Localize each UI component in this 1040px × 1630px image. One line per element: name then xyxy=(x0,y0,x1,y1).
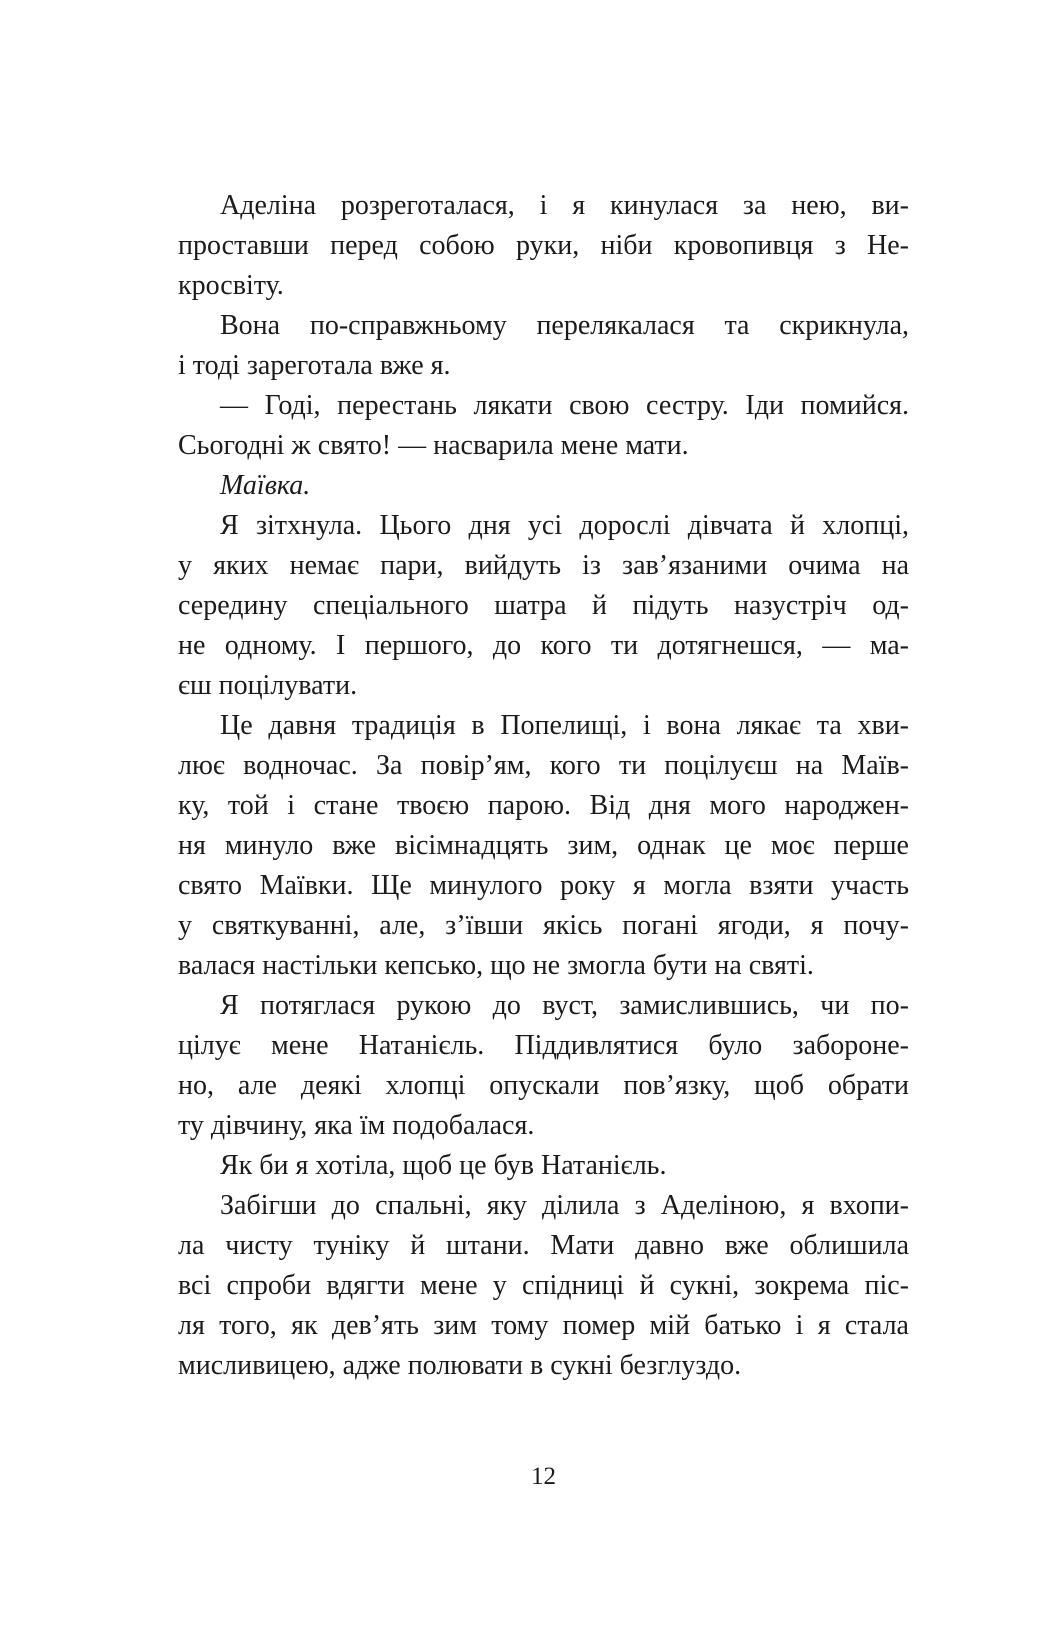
text-line: не одному. І першого, до кого ти дотягнешся, — ма- xyxy=(178,630,909,661)
text-line: у яких немає пари, вийдуть із зав’язаними очима на xyxy=(178,550,909,581)
text-line: Як би я хотіла, щоб це був Натанієль. xyxy=(220,1150,667,1181)
page-number: 12 xyxy=(531,1463,556,1490)
text-line: но, але деякі хлопці опускали пов’язку, щоб обрати xyxy=(178,1070,909,1101)
text-line: і тоді зареготала вже я. xyxy=(178,350,451,381)
text-line: Я потяглася рукою до вуст, замислившись, чи по- xyxy=(220,990,909,1021)
text-line: ку, той і стане твоєю парою. Від дня мого народжен- xyxy=(178,790,909,821)
text-line: мисливицею, адже полювати в сукні безглуздо. xyxy=(178,1350,742,1381)
text-line: свято Маївки. Ще минулого року я могла взяти участь xyxy=(178,870,909,901)
text-line: — Годі, перестань лякати свою сестру. Іди помийся. xyxy=(220,390,909,421)
text-line: Це давня традиція в Попелищі, і вона лякає та хви- xyxy=(220,710,909,741)
text-line: ла чисту туніку й штани. Мати давно вже облишила xyxy=(178,1230,909,1261)
text-line: проставши перед собою руки, ніби кровопивця з Не- xyxy=(178,230,909,261)
text-line: кросвіту. xyxy=(178,270,284,301)
text-line: лює водночас. За повір’ям, кого ти поцілуєш на Маїв- xyxy=(178,750,909,781)
body-text xyxy=(178,186,909,1386)
text-line: Сьогодні ж свято! — насварила мене мати. xyxy=(178,430,689,461)
text-line: Я зітхнула. Цього дня усі дорослі дівчата й хлопці, xyxy=(220,510,909,541)
text-line: Вона по-справжньому перелякалася та скрикнула, xyxy=(220,310,909,341)
text-line: ля того, як дев’ять зим тому помер мій батько і я стала xyxy=(178,1310,909,1341)
text-line: Аделіна розреготалася, і я кинулася за нею, ви- xyxy=(220,190,909,221)
text-line: всі спроби вдягти мене у спідниці й сукні, зокрема піс- xyxy=(178,1270,909,1301)
text-line: у святкуванні, але, з’ївши якісь погані ягоди, я почу- xyxy=(178,910,909,941)
text-line: Маївка. xyxy=(220,470,311,501)
text-line: цілує мене Натанієль. Піддивлятися було забороне- xyxy=(178,1030,909,1061)
text-line: Забігши до спальні, яку ділила з Аделіною, я вхопи- xyxy=(220,1190,909,1221)
text-line: середину спеціального шатра й підуть назустріч од- xyxy=(178,590,909,621)
text-line: валася настільки кепсько, що не змогла бути на святі. xyxy=(178,950,814,981)
text-line: ту дівчину, яка їм подобалася. xyxy=(178,1110,535,1141)
text-line: єш поцілувати. xyxy=(178,670,358,701)
text-line: ня минуло вже вісімнадцять зим, однак це моє перше xyxy=(178,830,909,861)
